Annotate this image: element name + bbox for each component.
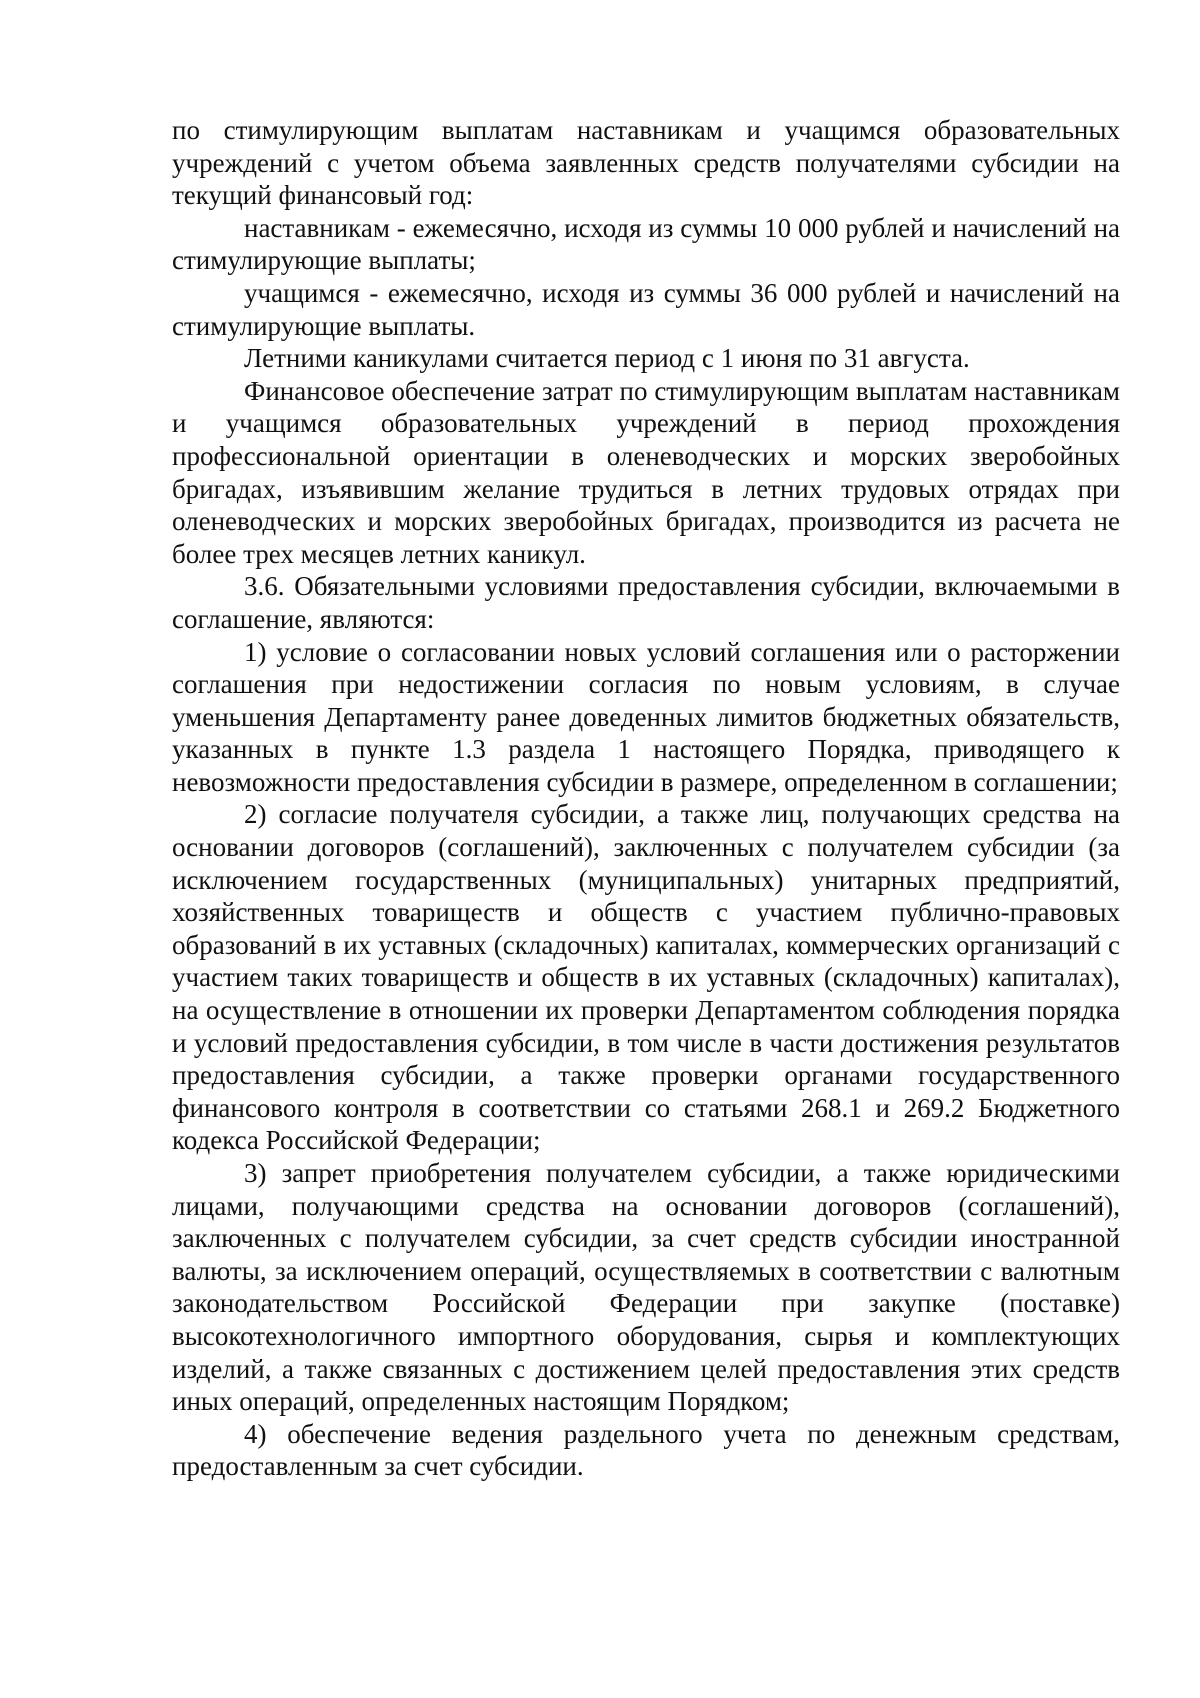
paragraph-summer-holidays: Летними каникулами считается период с 1 июня по 31 августа. [244,343,970,374]
document-page [172,114,1120,1483]
paragraph-students-amount: учащимся - ежемесячно, исходя из суммы 36 000 рублей и начислений на стимулирующие выплаты. [172,277,1120,341]
paragraph-payments-intro: по стимулирующим выплатам наставникам и учащимся образовательных учреждений с учетом объема заявленных средств получателями субсидии на текущий финансовый год: [172,115,1120,211]
paragraph-mentors-amount: наставникам - ежемесячно, исходя из суммы 10 000 рублей и начислений на стимулирующие выплаты; [172,212,1120,276]
list-item-condition-2: 2) согласие получателя субсидии, а также лиц, получающих средства на основании договоров (соглашений), заключенных с получателем субсидии (за исключением государственных (муниципальных) унитарных предприятий, хозяйственных товариществ и обществ с участием публично-правовых образований в их уставных (складочных) капиталах, коммерческих организаций с участием таких товариществ и обществ в их уставных (складочных) капиталах), на осуществление в отношении их проверки Департаментом соблюдения порядка и условий предоставления субсидии, в том числе в части достижения результатов предоставления субсидии, а также проверки органами государственного финансового контроля в соответствии со статьями 268.1 и 269.2 Бюджетного кодекса Российской Федерации; [172,799,1120,1156]
list-item-condition-4: 4) обеспечение ведения раздельного учета по денежным средствам, предоставленным за счет субсидии. [172,1418,1120,1482]
paragraph-financing-period: Финансовое обеспечение затрат по стимулирующим выплатам наставникам и учащимся образовательных учреждений в период прохождения профессиональной ориентации в оленеводческих и морских зверобойных бригадах, изъявившим желание трудиться в летних трудовых отрядах при оленеводческих и морских зверобойных бригадах, производится из расчета не более трех месяцев летних каникул. [172,375,1120,569]
list-item-condition-1: 1) условие о согласовании новых условий соглашения или о расторжении соглашения при недостижении согласия по новым условиям, в случае уменьшения Департаменту ранее доведенных лимитов бюджетных обязательств, указанных в пункте 1.3 раздела 1 настоящего Порядка, приводящего к невозможности предоставления субсидии в размере, определенном в соглашении; [172,636,1120,797]
paragraph-section-3-6: 3.6. Обязательными условиями предоставления субсидии, включаемыми в соглашение, являются: [172,571,1120,634]
list-item-condition-3: 3) запрет приобретения получателем субсидии, а также юридическими лицами, получающими средства на основании договоров (соглашений), заключенных с получателем субсидии, за счет средств субсидии иностранной валюты, за исключением операций, осуществляемых в соответствии с валютным законодательством Российской Федерации при закупке (поставке) высокотехнологичного импортного оборудования, сырья и комплектующих изделий, а также связанных с достижением целей предоставления этих средств иных операций, определенных настоящим Порядком; [172,1158,1120,1417]
